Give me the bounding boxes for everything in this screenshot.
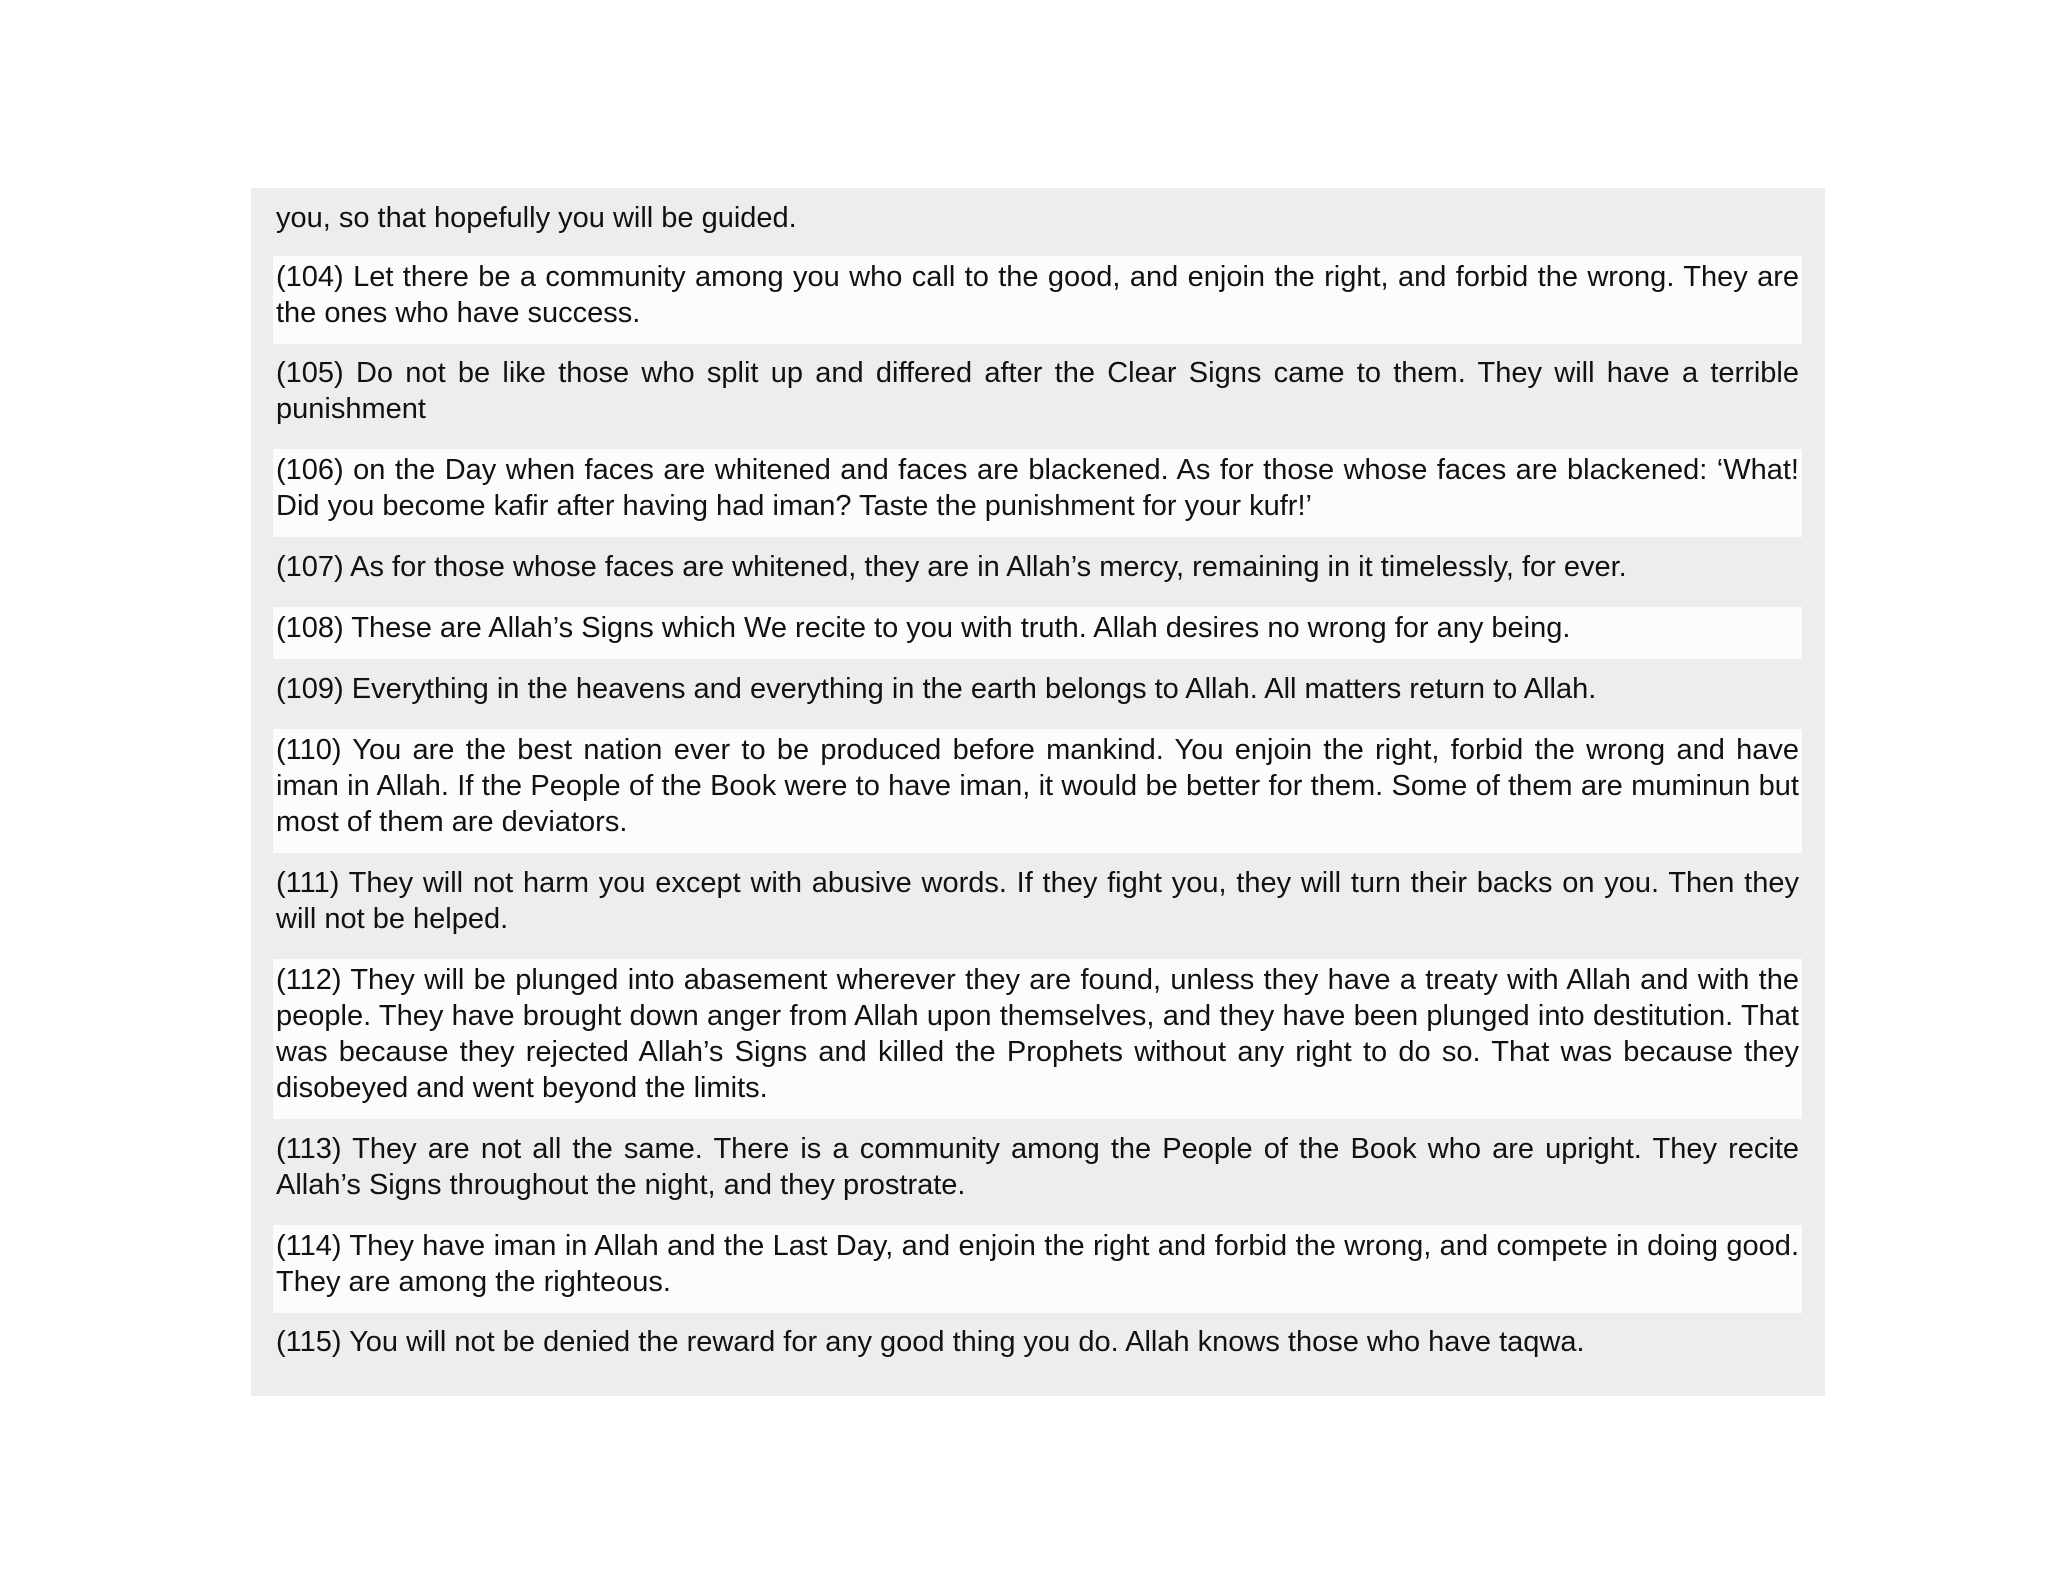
verse-107: (107) As for those whose faces are whitened, they are in Allah’s mercy, remaining in it timelessly, for ever.: [273, 546, 1802, 598]
verse-108: (108) These are Allah’s Signs which We recite to you with truth. Allah desires no wrong for any being.: [273, 607, 1802, 659]
verse-109: (109) Everything in the heavens and everything in the earth belongs to Allah. All matters return to Allah.: [273, 668, 1802, 720]
verse-111: (111) They will not harm you except with abusive words. If they fight you, they will turn their backs on you. Then they will not be helped.: [273, 862, 1802, 950]
verse-113: (113) They are not all the same. There is a community among the People of the Book who are upright. They recite Allah’s Signs throughout the night, and they prostrate.: [273, 1128, 1802, 1216]
verse-105: (105) Do not be like those who split up and differed after the Clear Signs came to them. They will have a terrible punishment: [273, 352, 1802, 440]
verse-panel: [251, 188, 1825, 1396]
verse-114: (114) They have iman in Allah and the Last Day, and enjoin the right and forbid the wrong, and compete in doing good. They are among the righteous.: [273, 1225, 1802, 1313]
verse-112: (112) They will be plunged into abasement wherever they are found, unless they have a treaty with Allah and with the people. They have brought down anger from Allah upon themselves, and they have been plunged into destitution. That was because they rejected Allah’s Signs and killed the Prophets without any right to do so. That was because they disobeyed and went beyond the limits.: [273, 959, 1802, 1119]
verse-104: (104) Let there be a community among you who call to the good, and enjoin the right, and forbid the wrong. They are the ones who have success.: [273, 256, 1802, 344]
verse-fragment: you, so that hopefully you will be guided.: [273, 188, 1802, 252]
verse-115: (115) You will not be denied the reward for any good thing you do. Allah knows those who have taqwa.: [273, 1321, 1802, 1373]
verse-106: (106) on the Day when faces are whitened and faces are blackened. As for those whose faces are blackened: ‘What! Did you become kafir after having had iman? Taste the punishment for your kufr!’: [273, 449, 1802, 537]
verse-110: (110) You are the best nation ever to be produced before mankind. You enjoin the right, forbid the wrong and have iman in Allah. If the People of the Book were to have iman, it would be better for them. Some of them are muminun but most of them are deviators.: [273, 729, 1802, 853]
